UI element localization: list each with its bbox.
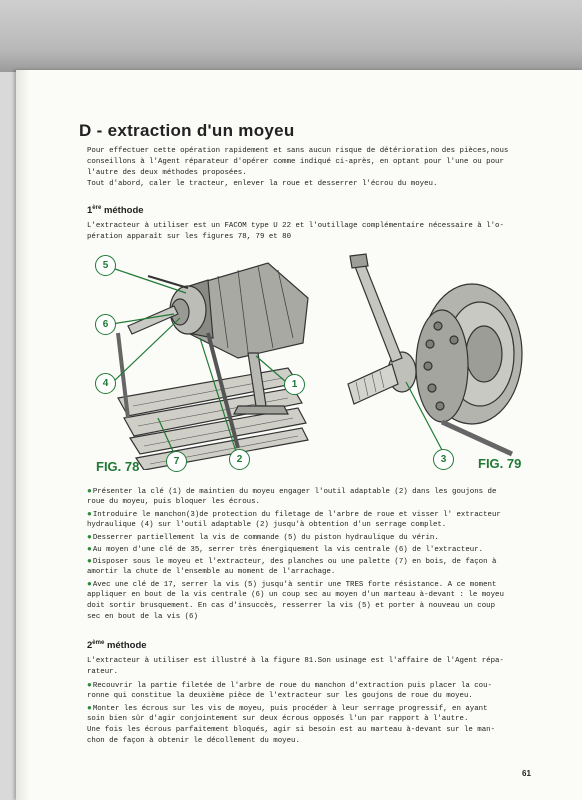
method-1-intro-line-2: pération apparaît sur les figures 78, 79 et 80 — [87, 233, 292, 241]
method-1-step-6-line-3: doit sortir brusquement. En cas d'insuccès, resserrer la vis (5) et porter à nouveau un coup — [87, 602, 496, 610]
method-1-heading-sup: ère — [92, 205, 102, 211]
method-1-heading-number: 1 — [87, 205, 93, 217]
method-2-step-1-line-1: ● Recouvrir la partie filetée de l'arbre de roue du manchon d'extraction puis placer la cou- — [87, 680, 547, 692]
figure-79-illustration — [342, 244, 542, 464]
method-2-outro-line-1: Une fois les écrous parfaitement bloqués, agir si besoin est au marteau à-devant sur le man- — [87, 726, 496, 734]
fig78-callout-4: 4 — [95, 373, 116, 394]
page-curl-shadow — [16, 70, 30, 800]
method-2-outro-line-2: chon de façon à obtenir le décollement du moyeu. — [87, 737, 300, 745]
method-2-intro-line-1: L'extracteur à utiliser est illustré à la figure 81.Son usinage est l'affaire de l'Agent répa- — [87, 657, 504, 665]
intro-line-2: conseillons à l'Agent réparateur d'opérer comme indiqué ci-après, en optant pour l'une ou pour — [87, 158, 504, 166]
intro-line-1: Pour effectuer cette opération rapidement et sans aucun risque de détérioration des pièces,nous — [87, 147, 509, 155]
method-2-heading-text: méthode — [104, 640, 147, 652]
method-1-step-3: ● Desserrer partiellement la vis de commande (5) du piston hydraulique du vérin. — [87, 532, 547, 544]
method-2-intro-line-2: rateur. — [87, 668, 119, 676]
fig79-label: FIG. 79 — [478, 456, 522, 471]
scan-background-top — [0, 0, 582, 72]
method-1-intro-line-1: L'extracteur à utiliser est un FACOM type U 22 et l'outillage complémentaire nécessaire à l'o- — [87, 222, 504, 230]
method-1-step-5-line-1: ● Disposer sous le moyeu et l'extracteur, des planches ou une palette (7) en bois, de façon à — [87, 556, 547, 568]
intro-line-4: Tout d'abord, caler le tracteur, enlever la roue et desserrer l'écrou du moyeu. — [87, 180, 438, 188]
fig78-callout-7: 7 — [166, 451, 187, 472]
method-2-step-1-line-2: ronne qui constitue la deuxième pièce de l'extracteur sur les goujons de roue du moyeu. — [87, 692, 473, 700]
method-1-step-6-line-2: appliquer en bout de la vis centrale (6) un coup sec au moyen d'un marteau à-devant : le moyeu — [87, 591, 504, 599]
method-1-heading — [87, 205, 144, 216]
page-number: 61 — [522, 769, 531, 778]
method-1-step-5-line-2: amortir la chute de l'ensemble au moment de l'arrachage. — [87, 568, 336, 576]
method-1-step-6-line-4: sec en bout de la vis (6) — [87, 613, 198, 621]
intro-line-3: l'autre des deux méthodes proposées. — [87, 169, 247, 177]
method-1-step-2-line-1: ● Introduire le manchon(3)de protection du filetage de l'arbre de roue et visser l' extracteur — [87, 509, 547, 521]
method-2-step-2-line-2: soin bien sûr d'agir conjointement sur deux écrous opposés l'un par rapport à l'autre. — [87, 715, 469, 723]
fig78-label: FIG. 78 — [96, 459, 140, 474]
figure-78-illustration — [88, 248, 314, 470]
method-1-step-4: ● Au moyen d'une clé de 35, serrer très énergiquement la vis centrale (6) de l'extracteur. — [87, 544, 547, 556]
section-title: D - extraction d'un moyeu — [79, 121, 295, 140]
method-2-step-2-line-1: ● Monter les écrous sur les vis de moyeu, puis procéder à leur serrage progressif, en ayant — [87, 703, 547, 715]
fig78-callout-2: 2 — [229, 449, 250, 470]
method-1-step-6-line-1: ● Avec une clé de 17, serrer la vis (5) jusqu'à sentir une TRES forte résistance. A ce moment — [87, 579, 547, 591]
fig78-callout-1: 1 — [284, 374, 305, 395]
method-1-step-1-line-1: ● Présenter la clé (1) de maintien du moyeu engager l'outil adaptable (2) dans les goujons de — [87, 486, 547, 498]
method-1-step-2-line-2: hydraulique (4) sur l'outil adaptable (2) jusqu'à obtention d'un serrage complet. — [87, 521, 447, 529]
method-1-heading-text: méthode — [101, 205, 144, 217]
method-2-heading-number: 2 — [87, 640, 93, 652]
fig78-callout-6: 6 — [95, 314, 116, 335]
method-2-heading-sup: ème — [92, 640, 105, 646]
method-1-step-1-line-2: roue du moyeu, puis bloquer les écrous. — [87, 498, 260, 506]
method-2-heading — [87, 640, 147, 651]
fig79-callout-3: 3 — [433, 449, 454, 470]
fig78-callout-5: 5 — [95, 255, 116, 276]
